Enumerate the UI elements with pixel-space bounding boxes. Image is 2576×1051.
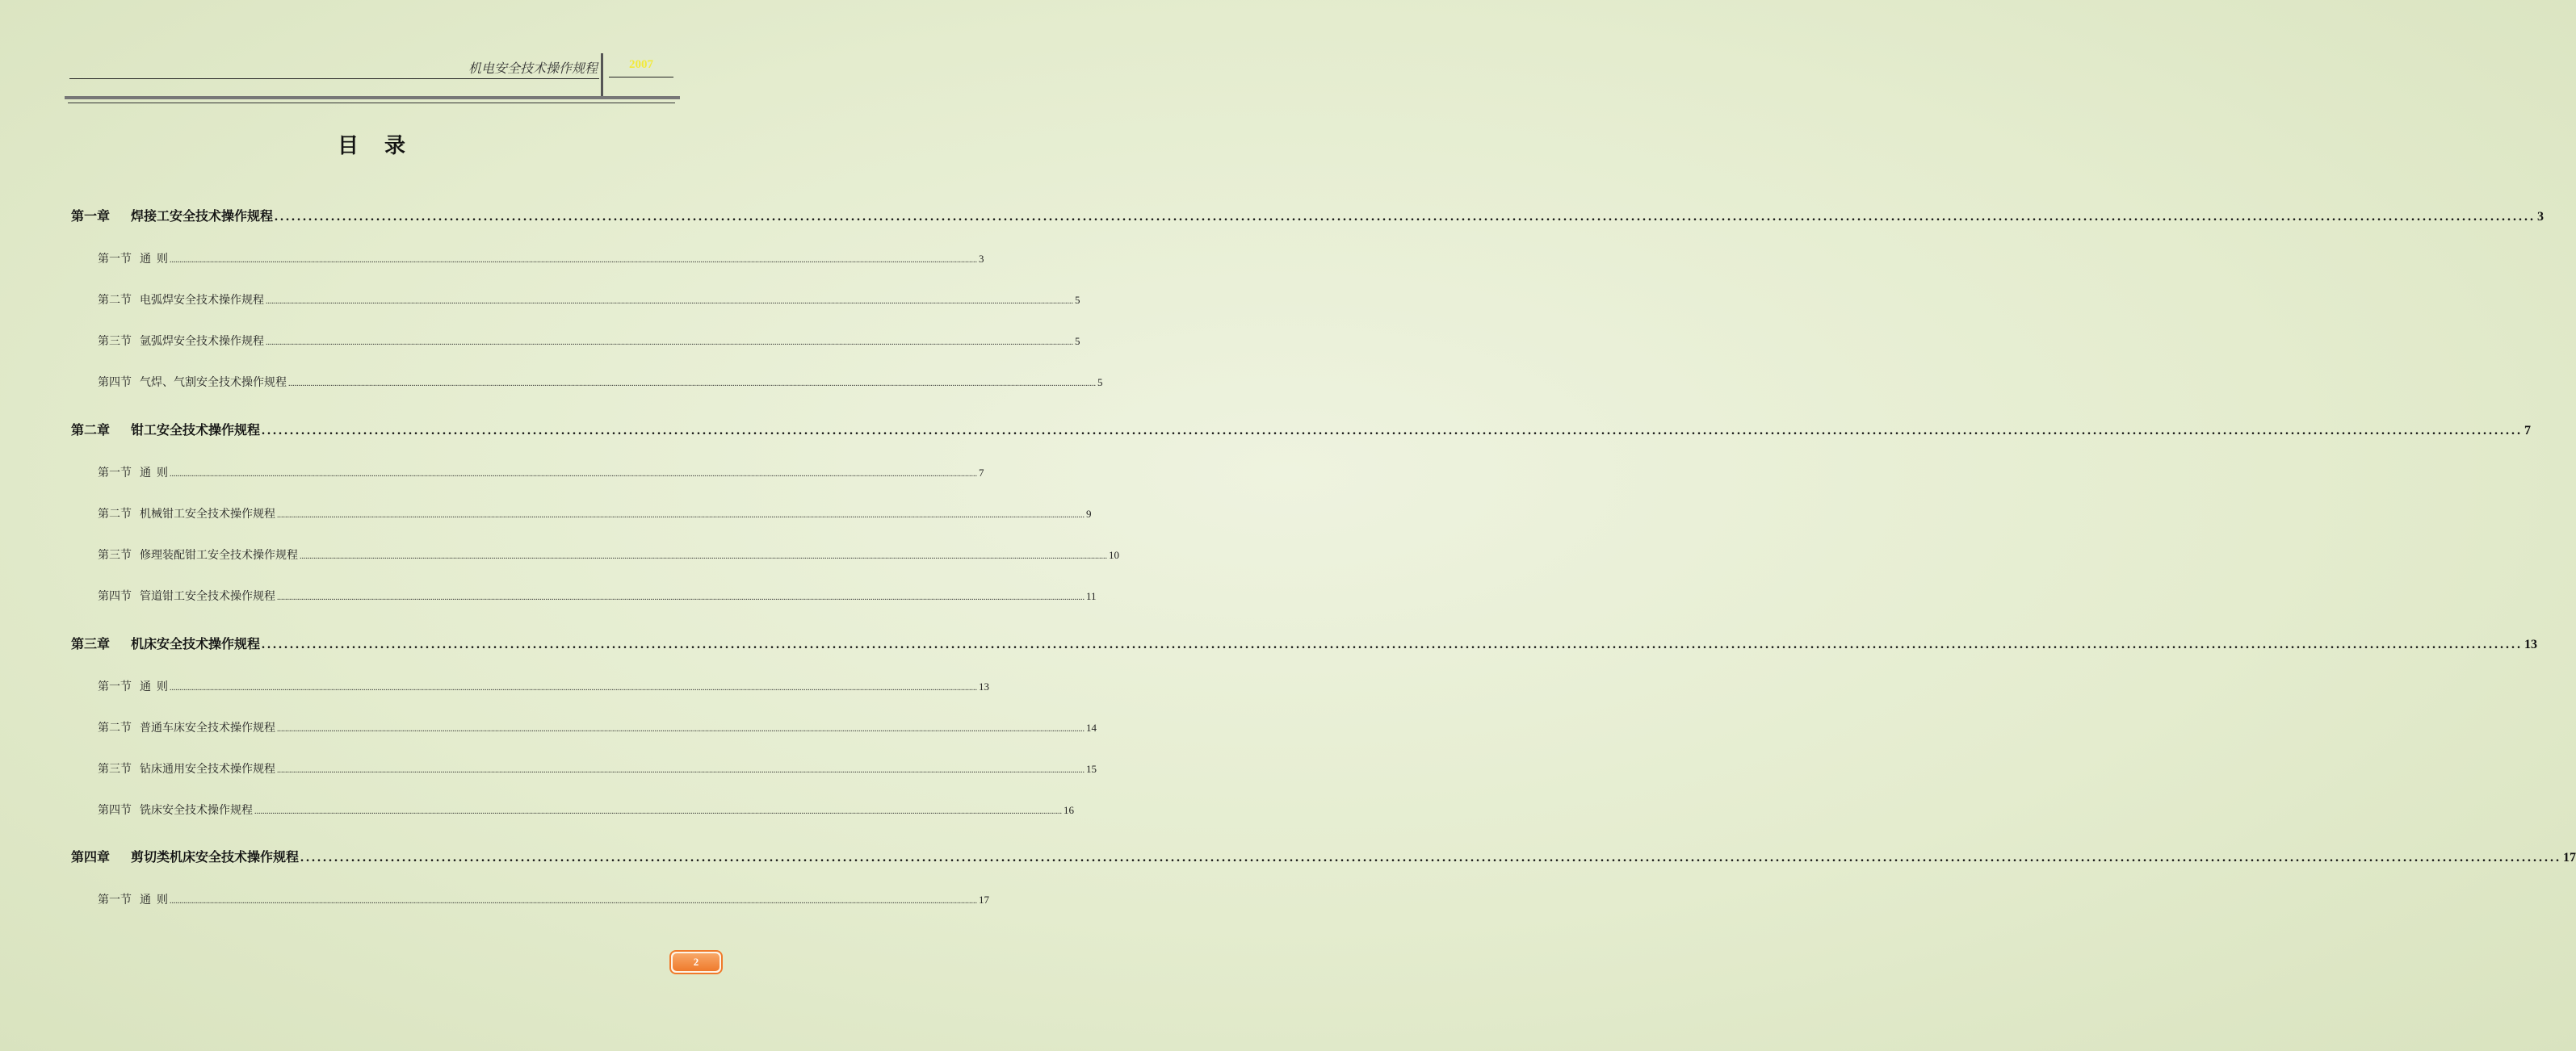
toc-entry-page: 5 [1075,335,1080,347]
header-thick-rule [65,96,680,99]
toc-entry-number: 第二节 [98,722,132,735]
toc-entry-title: 通 则 [140,681,168,693]
toc-dot-leader: ................................................................................................................................................................................................................................................................................................................................................................................................................ [170,256,977,265]
toc-entry-page: 3 [979,253,984,265]
toc-dot-leader: ................................................................................................................................................................................................................................................................................................................................................................................................................ [170,897,977,906]
toc-dot-leader: ................................................................................................................................................................................................................................................................................................................................................................................................................ [277,725,1085,734]
toc-entry-page: 17 [979,894,989,906]
toc-entry-title: 氩弧焊安全技术操作规程 [140,336,264,348]
toc-section-entry[interactable] [98,505,1092,521]
toc-section-entry[interactable] [98,891,989,907]
toc-entry-title: 气焊、气割安全技术操作规程 [140,377,287,389]
toc-entry-number: 第三章 [71,638,111,651]
toc-dot-leader: ................................................................................................................................................................................................................................................................................................................................................................................................................ [170,470,977,479]
toc-section-entry[interactable] [98,464,984,480]
toc-entry-number: 第一节 [98,681,132,693]
header-divider [601,53,603,97]
toc-chapter-entry[interactable] [71,847,2576,865]
toc-entry-page: 13 [2524,638,2538,651]
toc-entry-title: 通 则 [140,894,168,907]
toc-entry-title: 通 则 [140,467,168,479]
toc-entry-page: 14 [1086,722,1097,734]
toc-entry-number: 第二节 [98,509,132,521]
toc-dot-leader: ................................................................................................................................................................................................................................................................................................................................................................................................................ [277,593,1085,602]
toc-dot-leader: ................................................................................................................................................................................................................................................................................................................................................................................................................ [275,210,2536,224]
toc-section-entry[interactable] [98,588,1097,604]
toc-section-entry[interactable] [98,678,989,694]
header-year: 2007 [629,58,653,71]
toc-entry-page: 5 [1097,376,1103,388]
toc-section-entry[interactable] [98,802,1074,818]
page-number-badge [669,950,723,974]
toc-entry-title: 钳工安全技术操作规程 [131,424,261,438]
toc-dot-leader: ................................................................................................................................................................................................................................................................................................................................................................................................................ [300,851,2562,865]
toc-dot-leader: ................................................................................................................................................................................................................................................................................................................................................................................................................ [262,638,2524,651]
toc-title: 目录 [337,134,431,157]
toc-entry-page: 11 [1086,590,1097,602]
toc-entry-number: 第一节 [98,467,132,479]
toc-dot-leader: ................................................................................................................................................................................................................................................................................................................................................................................................................ [288,379,1096,388]
toc-entry-number: 第四节 [98,805,132,817]
toc-dot-leader: ................................................................................................................................................................................................................................................................................................................................................................................................................ [254,807,1062,816]
toc-chapter-entry[interactable] [71,206,2545,224]
toc-dot-leader: ................................................................................................................................................................................................................................................................................................................................................................................................................ [266,338,1073,347]
toc-entry-title: 铣床安全技术操作规程 [140,805,253,817]
toc-section-entry[interactable] [98,374,1103,390]
toc-entry-title: 剪切类机床安全技术操作规程 [131,851,300,865]
toc-entry-number: 第四节 [98,377,132,389]
page-number: 2 [673,953,720,971]
toc-entry-page: 9 [1086,508,1092,520]
toc-entry-number: 第一节 [98,253,132,266]
toc-dot-leader: ................................................................................................................................................................................................................................................................................................................................................................................................................ [300,552,1107,561]
toc-entry-page: 7 [979,467,984,479]
toc-entry-title: 通 则 [140,253,168,266]
toc-section-entry[interactable] [98,333,1080,349]
toc-entry-number: 第二节 [98,295,132,307]
toc-section-entry[interactable] [98,760,1097,777]
toc-entry-page: 7 [2524,424,2532,438]
toc-entry-number: 第一节 [98,894,132,907]
toc-section-entry[interactable] [98,719,1097,735]
toc-entry-number: 第二章 [71,424,111,438]
toc-dot-leader: ................................................................................................................................................................................................................................................................................................................................................................................................................ [277,511,1085,520]
toc-entry-number: 第三节 [98,764,132,776]
toc-entry-number: 第三节 [98,336,132,348]
toc-entry-title: 电弧焊安全技术操作规程 [140,295,264,307]
toc-chapter-entry[interactable] [71,420,2532,438]
toc-dot-leader: ................................................................................................................................................................................................................................................................................................................................................................................................................ [262,424,2524,438]
toc-section-entry[interactable] [98,291,1080,308]
toc-entry-page: 13 [979,680,989,693]
toc-entry-title: 机床安全技术操作规程 [131,638,261,651]
toc-entry-number: 第三节 [98,550,132,562]
toc-entry-title: 焊接工安全技术操作规程 [131,210,274,224]
toc-entry-number: 第一章 [71,210,111,224]
toc-chapter-entry[interactable] [71,634,2538,652]
toc-entry-title: 机械钳工安全技术操作规程 [140,509,275,521]
toc-entry-title: 普通车床安全技术操作规程 [140,722,275,735]
toc-entry-page: 3 [2537,210,2545,224]
toc-dot-leader: ................................................................................................................................................................................................................................................................................................................................................................................................................ [170,684,977,693]
header-rule [69,78,599,79]
toc-entry-page: 17 [2563,851,2576,865]
toc-entry-title: 钻床通用安全技术操作规程 [140,764,275,776]
toc-section-entry[interactable] [98,250,984,266]
header-title: 机电安全技术操作规程 [468,62,598,76]
toc-dot-leader: ................................................................................................................................................................................................................................................................................................................................................................................................................ [277,766,1085,775]
toc-entry-number: 第四节 [98,591,132,603]
toc-entry-title: 管道钳工安全技术操作规程 [140,591,275,603]
toc-entry-page: 15 [1086,763,1097,775]
toc-entry-number: 第四章 [71,851,111,865]
toc-entry-page: 16 [1064,804,1074,816]
toc-entry-title: 修理装配钳工安全技术操作规程 [140,550,298,562]
toc-section-entry[interactable] [98,546,1119,563]
toc-entry-page: 10 [1109,549,1119,561]
toc-dot-leader: ................................................................................................................................................................................................................................................................................................................................................................................................................ [266,297,1073,306]
toc-entry-page: 5 [1075,294,1080,306]
